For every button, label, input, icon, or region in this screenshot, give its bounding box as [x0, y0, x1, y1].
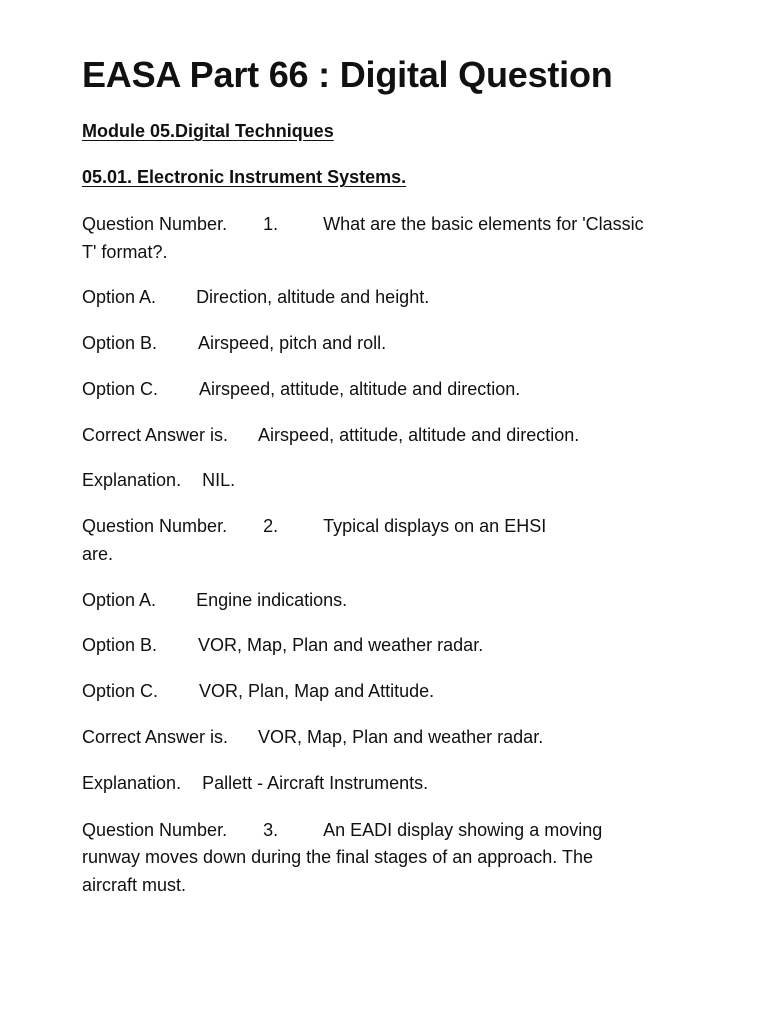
- question-text: What are the basic elements for 'Classic: [323, 214, 644, 234]
- question-number: 2.: [263, 516, 279, 536]
- question-number: 1.: [263, 214, 279, 234]
- explanation-line: [82, 466, 235, 494]
- option-b-text: Airspeed, pitch and roll.: [198, 333, 387, 353]
- question-number-label: Question Number.: [82, 820, 228, 840]
- option-a-text: Engine indications.: [196, 590, 348, 610]
- option-b-line: [82, 329, 386, 357]
- question-3-line: [82, 816, 602, 844]
- option-b-label: Option B.: [82, 635, 158, 655]
- option-c-text: Airspeed, attitude, altitude and direction.: [199, 379, 521, 399]
- option-c-label: Option C.: [82, 379, 159, 399]
- question-text-continued: T' format?.: [82, 242, 168, 262]
- option-b-label: Option B.: [82, 333, 158, 353]
- question-number-label: Question Number.: [82, 214, 228, 234]
- option-a-line: [82, 283, 429, 311]
- correct-answer-text: Airspeed, attitude, altitude and direction.: [258, 425, 580, 445]
- option-a-label: Option A.: [82, 590, 157, 610]
- correct-answer-label: Correct Answer is.: [82, 727, 229, 747]
- correct-answer-line: [82, 723, 543, 751]
- option-a-label: Option A.: [82, 287, 157, 307]
- section-heading: 05.01. Electronic Instrument Systems.: [82, 167, 407, 187]
- option-a-line: [82, 586, 347, 614]
- explanation-text: NIL.: [202, 470, 236, 490]
- option-c-line: [82, 375, 520, 403]
- question-1-line: [82, 210, 644, 238]
- correct-answer-label: Correct Answer is.: [82, 425, 229, 445]
- option-a-text: Direction, altitude and height.: [196, 287, 430, 307]
- correct-answer-line: [82, 421, 579, 449]
- option-b-line: [82, 631, 483, 659]
- question-text: An EADI display showing a moving: [323, 820, 603, 840]
- question-text-continued: are.: [82, 544, 114, 564]
- module-heading: Module 05.Digital Techniques: [82, 121, 334, 141]
- correct-answer-text: VOR, Map, Plan and weather radar.: [258, 727, 544, 747]
- question-number-label: Question Number.: [82, 516, 228, 536]
- document-title: EASA Part 66 : Digital Question: [82, 54, 613, 95]
- question-text-continued-2: aircraft must.: [82, 875, 187, 895]
- explanation-text: Pallett - Aircraft Instruments.: [202, 773, 429, 793]
- option-c-line: [82, 677, 434, 705]
- question-text-continued: runway moves down during the final stages of an approach. The: [82, 847, 593, 867]
- question-2-line: [82, 512, 546, 540]
- explanation-label: Explanation.: [82, 773, 182, 793]
- option-c-text: VOR, Plan, Map and Attitude.: [199, 681, 435, 701]
- question-number: 3.: [263, 820, 279, 840]
- explanation-label: Explanation.: [82, 470, 182, 490]
- explanation-line: [82, 769, 428, 797]
- option-c-label: Option C.: [82, 681, 159, 701]
- question-text: Typical displays on an EHSI: [323, 516, 547, 536]
- option-b-text: VOR, Map, Plan and weather radar.: [198, 635, 484, 655]
